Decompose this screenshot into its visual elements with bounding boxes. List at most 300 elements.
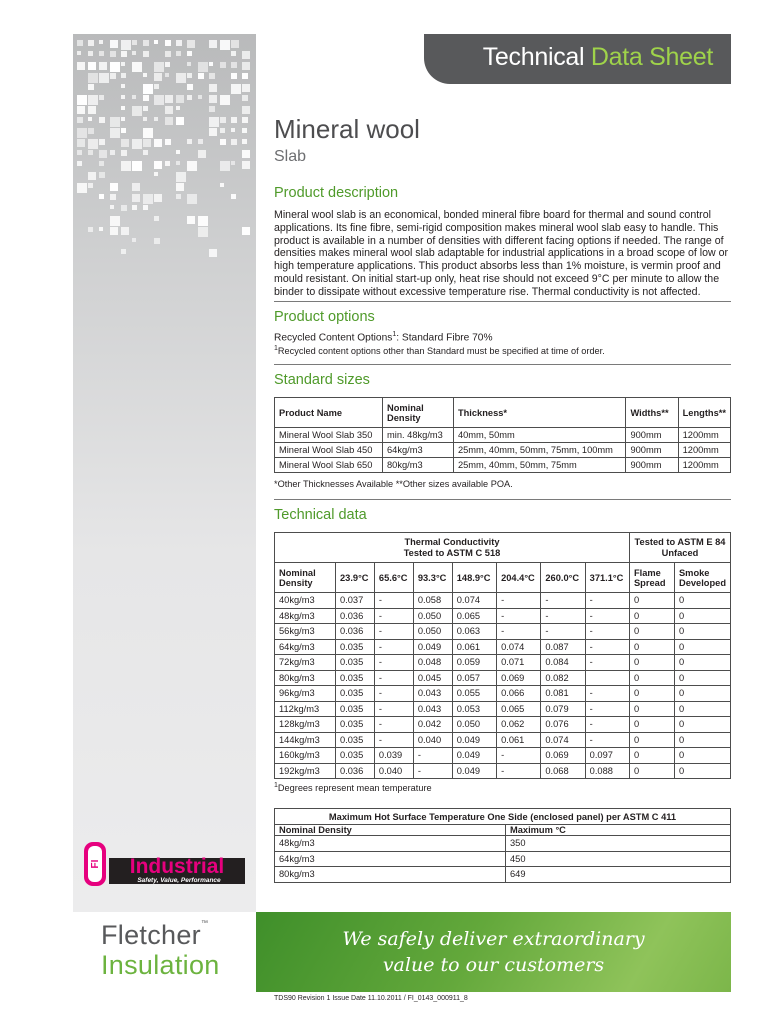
- table-cell: -: [374, 593, 413, 609]
- decorative-pixel: [231, 161, 235, 165]
- table-cell: -: [541, 608, 585, 624]
- decorative-pixel: [187, 216, 195, 224]
- decorative-pixel: [154, 161, 162, 169]
- table-cell: -: [585, 593, 629, 609]
- decorative-pixel: [187, 84, 193, 90]
- decorative-pixel: [99, 150, 107, 158]
- table-cell: 0.097: [585, 748, 629, 764]
- table-cell: Mineral Wool Slab 450: [275, 443, 383, 458]
- table-cell: 0: [674, 593, 730, 609]
- table-header-cell: 204.4°C: [497, 563, 541, 593]
- decorative-pixel: [209, 62, 213, 66]
- table-cell: 0: [629, 748, 674, 764]
- table-cell: 0.035: [336, 670, 375, 686]
- table-cell: 0.036: [336, 763, 375, 779]
- decorative-pixel: [110, 128, 120, 138]
- decorative-pixel: [220, 117, 226, 123]
- decorative-pixel: [154, 84, 159, 89]
- decorative-pixel: [132, 205, 137, 210]
- decorative-pixel: [209, 106, 215, 112]
- decorative-pixel: [88, 128, 94, 134]
- table-header-cell: Product Name: [275, 398, 383, 428]
- table-cell: 0: [629, 763, 674, 779]
- decorative-pixel: [154, 62, 164, 72]
- product-subtitle: Slab: [274, 148, 307, 165]
- decorative-pixel: [242, 139, 247, 144]
- table-cell: 0.057: [452, 670, 496, 686]
- decorative-pixel: [165, 95, 173, 103]
- table-cell: 0: [674, 732, 730, 748]
- decorative-pixel: [143, 194, 153, 204]
- table-cell: 144kg/m3: [275, 732, 336, 748]
- decorative-pixel: [88, 73, 98, 83]
- decorative-pixel: [99, 139, 105, 145]
- decorative-pixel: [77, 150, 82, 155]
- decorative-pixel: [242, 117, 248, 123]
- table-cell: 80kg/m3: [275, 867, 506, 883]
- divider: [274, 499, 731, 500]
- fi-industrial-logo: [83, 836, 246, 890]
- table-cell: 0.087: [541, 639, 585, 655]
- standard-sizes-table: [274, 397, 731, 473]
- table-cell: 0.042: [413, 717, 452, 733]
- decorative-pixel: [99, 62, 107, 70]
- table-cell: -: [497, 593, 541, 609]
- decorative-pixel: [88, 40, 94, 46]
- table-cell: 0.074: [541, 732, 585, 748]
- table-cell: -: [497, 748, 541, 764]
- decorative-pixel: [77, 128, 87, 138]
- decorative-pixel: [143, 73, 147, 77]
- decorative-pixel: [121, 73, 126, 78]
- sizes-footnote: *Other Thicknesses Available **Other sizes available POA.: [274, 479, 513, 489]
- decorative-pixel: [231, 84, 241, 94]
- decorative-pixel: [88, 51, 93, 56]
- table-cell: -: [585, 717, 629, 733]
- decorative-pixel: [154, 172, 158, 176]
- table-cell: 0: [674, 655, 730, 671]
- table-row: [275, 867, 731, 883]
- decorative-pixel: [187, 73, 192, 78]
- table-cell: 48kg/m3: [275, 836, 506, 852]
- decorative-pixel: [198, 216, 208, 226]
- decorative-pixel: [187, 62, 191, 66]
- decorative-pixel: [88, 183, 93, 188]
- decorative-pixel: [132, 194, 140, 202]
- table-cell: 0.071: [497, 655, 541, 671]
- decorative-pixel: [231, 62, 237, 68]
- logo-tagline: Safety, Value, Performance: [137, 877, 221, 884]
- decorative-pixel: [198, 62, 208, 72]
- table-cell: 0: [629, 655, 674, 671]
- decorative-pixel: [187, 194, 197, 204]
- table-cell: 25mm, 40mm, 50mm, 75mm, 100mm: [453, 443, 626, 458]
- decorative-pixel: [242, 84, 250, 92]
- decorative-pixel: [209, 40, 217, 48]
- table-cell: -: [374, 670, 413, 686]
- table-cell: -: [374, 701, 413, 717]
- fletcher-wordmark: Fletcher™: [101, 920, 209, 950]
- decorative-pixel: [176, 73, 186, 83]
- decorative-pixel: [231, 40, 239, 48]
- decorative-pixel: [132, 40, 137, 45]
- table-row: [275, 836, 731, 852]
- table-cell: -: [374, 624, 413, 640]
- decorative-pixel: [132, 95, 136, 99]
- table-cell: 0.069: [541, 748, 585, 764]
- table-row: [275, 443, 731, 458]
- table-cell: 0.063: [452, 624, 496, 640]
- decorative-pixel: [77, 106, 85, 114]
- table-cell: 96kg/m3: [275, 686, 336, 702]
- table-cell: 48kg/m3: [275, 608, 336, 624]
- table-cell: 450: [506, 851, 731, 867]
- table-cell: 0: [629, 670, 674, 686]
- decorative-pixel: [88, 84, 94, 90]
- decorative-pixel: [154, 40, 158, 44]
- table-cell: 0.050: [413, 624, 452, 640]
- decorative-pixel: [143, 150, 148, 155]
- table-cell: 0.037: [336, 593, 375, 609]
- decorative-pixel: [110, 73, 116, 79]
- decorative-pixel: [154, 238, 160, 244]
- decorative-pixel: [88, 106, 96, 114]
- decorative-pixel: [121, 106, 125, 110]
- decorative-pixel: [231, 73, 237, 79]
- table-cell: -: [413, 748, 452, 764]
- decorative-pixel: [110, 62, 120, 72]
- decorative-pixel: [176, 194, 181, 199]
- decorative-pixel: [220, 62, 226, 68]
- decorative-pixel: [121, 205, 127, 211]
- decorative-pixel: [132, 238, 136, 242]
- table-header-cell: Nominal Density: [383, 398, 454, 428]
- decorative-pixel: [176, 95, 184, 103]
- table-cell: -: [497, 763, 541, 779]
- table-cell: 0: [674, 608, 730, 624]
- table-cell: 0.035: [336, 701, 375, 717]
- logo-name: Industrial: [129, 855, 225, 878]
- table-cell: [585, 670, 629, 686]
- table-cell: 0.035: [336, 686, 375, 702]
- table-cell: 0.049: [452, 732, 496, 748]
- table-header-cell: Lengths**: [678, 398, 730, 428]
- table-header-cell: 93.3°C: [413, 563, 452, 593]
- table-cell: 0.035: [336, 639, 375, 655]
- decorative-pixel: [176, 150, 180, 154]
- table-row: [275, 655, 731, 671]
- table-cell: 0.076: [541, 717, 585, 733]
- table-cell: 0.049: [452, 748, 496, 764]
- decorative-pixel: [242, 106, 250, 114]
- decorative-pixel: [77, 183, 87, 193]
- decorative-pixel: [77, 40, 83, 46]
- table-cell: -: [585, 655, 629, 671]
- table-cell: 900mm: [626, 458, 678, 473]
- table-header-cell: 65.6°C: [374, 563, 413, 593]
- table-cell: 0.050: [413, 608, 452, 624]
- decorative-pixel: [110, 205, 114, 209]
- table-cell: 0.040: [374, 763, 413, 779]
- decorative-pixel: [154, 194, 162, 202]
- decorative-pixel: [143, 40, 149, 46]
- decorative-pixel: [165, 106, 173, 114]
- decorative-pixel: [220, 161, 230, 171]
- table-cell: 649: [506, 867, 731, 883]
- table-row: [275, 717, 731, 733]
- decorative-pixel: [187, 40, 195, 48]
- table-cell: min. 48kg/m3: [383, 428, 454, 443]
- table-cell: 56kg/m3: [275, 624, 336, 640]
- decorative-pixel: [187, 95, 192, 100]
- decorative-pixel: [165, 62, 170, 67]
- decorative-pixel: [132, 161, 142, 171]
- decorative-pixel: [176, 40, 182, 46]
- decorative-pixel: [143, 128, 153, 138]
- decorative-pixel: [209, 73, 215, 79]
- table-cell: 0.035: [336, 732, 375, 748]
- table-cell: 0.035: [336, 717, 375, 733]
- table-cell: -: [585, 701, 629, 717]
- table-cell: -: [585, 686, 629, 702]
- decorative-pixel: [99, 194, 104, 199]
- decorative-pixel: [121, 84, 125, 88]
- decorative-pixel: [187, 139, 192, 144]
- decorative-pixel: [231, 194, 236, 199]
- table-cell: 0.045: [413, 670, 452, 686]
- decorative-pixel: [143, 95, 149, 101]
- decorative-pixel: [220, 128, 225, 133]
- decorative-pixel: [88, 117, 92, 121]
- table-cell: 0.055: [452, 686, 496, 702]
- document-reference: TDS90 Revision 1 Issue Date 11.10.2011 / FI_0143_000911_8: [274, 995, 468, 1002]
- table-cell: 0.043: [413, 686, 452, 702]
- table-cell: 0: [674, 701, 730, 717]
- decorative-pixel: [209, 249, 217, 257]
- technical-footnote: $^1$Degrees represent mean temperature: [274, 782, 432, 794]
- table-cell: 0: [629, 639, 674, 655]
- table-cell: 0.065: [497, 701, 541, 717]
- table-cell: 0: [674, 717, 730, 733]
- sidebar-panel: [73, 34, 256, 912]
- header-banner: [424, 34, 731, 84]
- table-cell: 0.065: [452, 608, 496, 624]
- decorative-pixel: [165, 117, 173, 125]
- table-cell: 1200mm: [678, 428, 730, 443]
- table-cell: 40kg/m3: [275, 593, 336, 609]
- decorative-pixel: [165, 73, 169, 77]
- decorative-pixel: [165, 161, 170, 166]
- table-cell: 0: [674, 639, 730, 655]
- decorative-pixel: [121, 128, 126, 133]
- table-row: [275, 701, 731, 717]
- decorative-pixel: [110, 150, 115, 155]
- decorative-pixel: [220, 139, 226, 145]
- table-cell: 0: [629, 608, 674, 624]
- table-cell: 0.084: [541, 655, 585, 671]
- table-header-cell: Thickness*: [453, 398, 626, 428]
- table-cell: 0.040: [413, 732, 452, 748]
- decorative-pixel: [242, 95, 248, 101]
- decorative-pixel: [99, 40, 103, 44]
- table-row: [275, 624, 731, 640]
- table-row: [275, 686, 731, 702]
- table-row: [275, 639, 731, 655]
- decorative-pixel: [187, 51, 192, 56]
- decorative-pixel: [99, 117, 105, 123]
- decorative-pixel: [209, 117, 219, 127]
- table-cell: -: [374, 639, 413, 655]
- footer-slogan-banner: [256, 912, 731, 992]
- table-cell: 1200mm: [678, 458, 730, 473]
- table-cell: 0.058: [413, 593, 452, 609]
- technical-data-table: [274, 532, 731, 779]
- table-cell: 64kg/m3: [275, 639, 336, 655]
- table-cell: 0.062: [497, 717, 541, 733]
- table-cell: -: [374, 686, 413, 702]
- decorative-pixel: [99, 172, 105, 178]
- table-cell: 64kg/m3: [275, 851, 506, 867]
- table-cell: 80kg/m3: [383, 458, 454, 473]
- decorative-pixel: [99, 73, 109, 83]
- table-cell: -: [374, 608, 413, 624]
- decorative-pixel: [121, 139, 129, 147]
- decorative-pixel: [198, 73, 204, 79]
- table-header-cell: Widths**: [626, 398, 678, 428]
- table-cell: 0: [674, 686, 730, 702]
- decorative-pixel: [132, 62, 142, 72]
- decorative-pixel: [99, 95, 104, 100]
- decorative-pixel: [231, 117, 237, 123]
- slogan-line-2: value to our customers: [382, 954, 605, 976]
- decorative-pixel: [220, 40, 230, 50]
- table-cell: 0.050: [452, 717, 496, 733]
- decorative-pixel: [220, 95, 230, 105]
- table-cell: 0.035: [336, 748, 375, 764]
- table-cell: 0.039: [374, 748, 413, 764]
- table-cell: -: [585, 732, 629, 748]
- decorative-pixel: [77, 117, 83, 123]
- table-cell: Mineral Wool Slab 650: [275, 458, 383, 473]
- table-cell: 0: [629, 701, 674, 717]
- decorative-pixel: [121, 40, 131, 50]
- table-cell: -: [413, 763, 452, 779]
- table-cell: 0: [629, 732, 674, 748]
- decorative-pixel: [231, 128, 235, 132]
- decorative-pixel: [176, 183, 184, 191]
- table-cell: 0.074: [497, 639, 541, 655]
- decorative-pixel: [231, 139, 237, 145]
- decorative-pixel: [198, 139, 203, 144]
- table-cell: 0: [674, 763, 730, 779]
- decorative-pixel: [121, 117, 125, 121]
- table-cell: 0.068: [541, 763, 585, 779]
- decorative-pixel: [143, 51, 149, 57]
- table-cell: -: [585, 624, 629, 640]
- section-heading-description: Product description: [274, 185, 399, 201]
- table-cell: 80kg/m3: [275, 670, 336, 686]
- table-row: [275, 732, 731, 748]
- table-cell: 0: [674, 624, 730, 640]
- decorative-pixel: [198, 95, 202, 99]
- insulation-wordmark: Insulation: [101, 950, 220, 980]
- table-cell: 0.059: [452, 655, 496, 671]
- decorative-pixel: [110, 194, 116, 200]
- section-heading-options: Product options: [274, 309, 375, 325]
- section-heading-technical: Technical data: [274, 507, 367, 523]
- decorative-pixel: [121, 150, 127, 156]
- table-cell: 0: [674, 670, 730, 686]
- table-row: [275, 670, 731, 686]
- recycled-content-line: Recycled Content Options$^1$: Standard Fibre 70%: [274, 331, 493, 344]
- table-cell: 0.061: [497, 732, 541, 748]
- table-cell: -: [497, 624, 541, 640]
- table-cell: 1200mm: [678, 443, 730, 458]
- description-text: Mineral wool slab is an economical, bonded mineral fibre board for thermal and sound control applications. Its fine fibre, semi-rigid composition makes mineral wool slab easy to handle. This product is available in a number of densities with different facing options if needed. The range of densities makes mineral wool slab adaptable for industrial applications in a broad scope of low or high temperature applications. This product absorbs less than 1% moisture, is vermin proof and mould resistant. On initial start-up only, heat rise should not exceed 9°C per minute to allow the binder to dissipate without excessive temperature rise. Thermal conductivity is not affected.: [274, 209, 729, 298]
- decorative-pixel: [143, 117, 147, 121]
- decorative-pixel: [88, 62, 96, 70]
- table-cell: 0: [629, 593, 674, 609]
- table-cell: 900mm: [626, 428, 678, 443]
- decorative-pixel: [198, 227, 208, 237]
- decorative-pixel: [77, 62, 85, 70]
- table-cell: 192kg/m3: [275, 763, 336, 779]
- product-title: Mineral wool: [274, 114, 420, 144]
- decorative-pixel: [121, 95, 125, 99]
- table-row: [275, 763, 731, 779]
- decorative-pixel: [143, 106, 148, 111]
- table-cell: -: [374, 655, 413, 671]
- table-cell: 0: [629, 686, 674, 702]
- hot-surface-title: Maximum Hot Surface Temperature One Side (enclosed panel) per ASTM C 411: [275, 809, 731, 825]
- decorative-pixel: [77, 161, 82, 166]
- hot-surface-table: [274, 808, 731, 883]
- table-cell: 0: [629, 717, 674, 733]
- table-cell: 0: [629, 624, 674, 640]
- table-header-cell: 148.9°C: [452, 563, 496, 593]
- decorative-pixel: [88, 95, 98, 105]
- decorative-pixel: [231, 51, 236, 56]
- decorative-pixel: [176, 106, 180, 110]
- decorative-pixel: [209, 95, 217, 103]
- table-cell: 160kg/m3: [275, 748, 336, 764]
- decorative-pixel: [121, 227, 129, 235]
- table-cell: 0.082: [541, 670, 585, 686]
- decorative-pixel: [220, 183, 224, 187]
- table-cell: 0.043: [413, 701, 452, 717]
- table-cell: 25mm, 40mm, 50mm, 75mm: [453, 458, 626, 473]
- decorative-pixel: [154, 139, 162, 147]
- decorative-pixel: [165, 139, 171, 145]
- decorative-pixel: [165, 51, 171, 57]
- decorative-pixel: [121, 51, 127, 57]
- table-cell: 0.066: [497, 686, 541, 702]
- table-cell: 0: [674, 748, 730, 764]
- decorative-pixel: [99, 51, 104, 56]
- table-cell: 0.049: [413, 639, 452, 655]
- decorative-pixel: [110, 216, 120, 226]
- decorative-pixel: [154, 95, 164, 105]
- section-heading-sizes: Standard sizes: [274, 372, 370, 388]
- table-cell: -: [585, 639, 629, 655]
- decorative-pixel: [242, 227, 250, 235]
- table-row: [275, 748, 731, 764]
- decorative-pixel: [99, 227, 103, 231]
- table-header-cell: 371.1°C: [585, 563, 629, 593]
- table-cell: -: [541, 593, 585, 609]
- table-header-cell: 23.9°C: [336, 563, 375, 593]
- decorative-pixel: [242, 51, 250, 59]
